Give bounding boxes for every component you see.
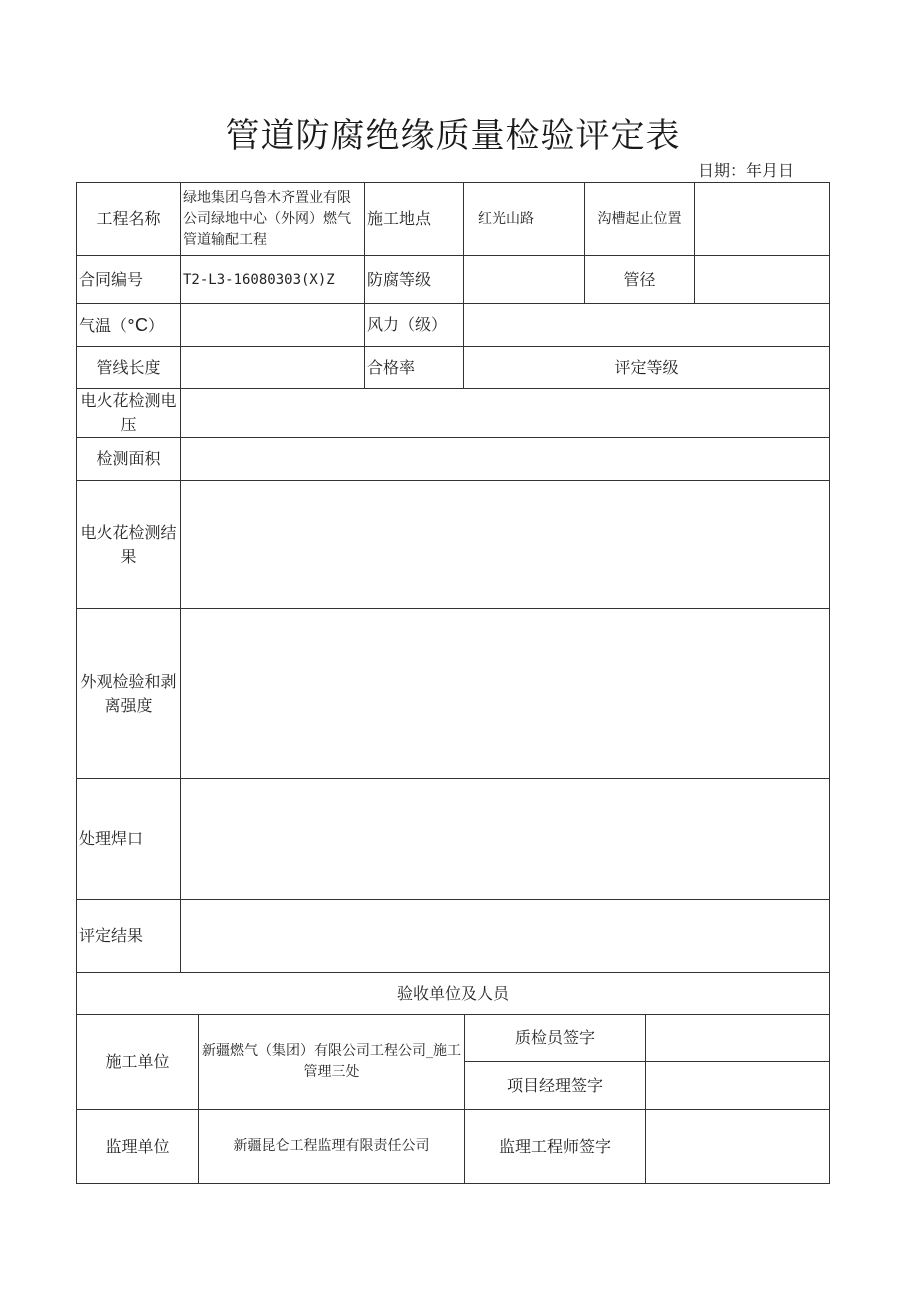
visual-value[interactable] — [181, 609, 830, 779]
rating-label: 评定等级 — [614, 357, 679, 377]
trench-value[interactable] — [695, 183, 830, 256]
spark-result-label: 电火花检测结果 — [77, 481, 181, 609]
table-row — [77, 304, 830, 347]
site-value[interactable]: 红光山路 — [464, 183, 585, 256]
grade-value[interactable] — [464, 256, 585, 304]
temp-label — [77, 304, 181, 347]
inspector-sign-label: 质检员签字 — [465, 1015, 646, 1062]
project-name-value[interactable]: 绿地集团乌鲁木齐置业有限公司绿地中心（外网）燃气管道输配工程 — [181, 183, 365, 256]
engineer-sign-value[interactable] — [646, 1110, 830, 1184]
page-title: 管道防腐绝缘质量检验评定表 — [225, 116, 681, 156]
table-row — [77, 481, 830, 609]
spark-voltage-value[interactable] — [181, 389, 830, 438]
diameter-value[interactable] — [695, 256, 830, 304]
trench-label: 沟槽起止位置 — [585, 183, 695, 256]
area-value[interactable] — [181, 438, 830, 481]
supervision-unit-label: 监理单位 — [77, 1110, 199, 1184]
table-row — [77, 389, 830, 438]
result-value[interactable] — [181, 900, 830, 973]
table-row — [77, 438, 830, 481]
table-row — [77, 779, 830, 900]
pass-rate-value[interactable] — [464, 347, 830, 389]
weld-label: 处理焊口 — [77, 779, 181, 900]
temp-label-suffix: ） — [148, 315, 165, 335]
wind-value[interactable] — [464, 304, 830, 347]
acceptance-table — [76, 1014, 830, 1184]
construction-unit-label: 施工单位 — [77, 1015, 199, 1110]
contract-value[interactable]: T2-L3-16080303(X)Z — [181, 256, 365, 304]
contract-label: 合同编号 — [77, 256, 181, 304]
area-label: 检测面积 — [77, 438, 181, 481]
table-row — [77, 256, 830, 304]
temp-value[interactable] — [181, 304, 365, 347]
visual-label: 外观检验和剥离强度 — [77, 609, 181, 779]
inspection-table — [76, 182, 830, 1015]
date-label: 日期：年月日 — [698, 161, 795, 180]
length-value[interactable] — [181, 347, 365, 389]
pm-sign-value[interactable] — [646, 1062, 830, 1110]
table-row — [77, 900, 830, 973]
diameter-label: 管径 — [585, 256, 695, 304]
pm-sign-label: 项目经理签字 — [465, 1062, 646, 1110]
spark-voltage-label: 电火花检测电压 — [77, 389, 181, 438]
temp-label-prefix: 气温（° — [79, 315, 136, 335]
inspector-sign-value[interactable] — [646, 1015, 830, 1062]
table-row — [77, 347, 830, 389]
acceptance-header: 验收单位及人员 — [77, 973, 830, 1015]
site-label: 施工地点 — [365, 183, 464, 256]
construction-unit-value[interactable]: 新疆燃气（集团）有限公司工程公司_施工管理三处 — [199, 1015, 465, 1110]
grade-label: 防腐等级 — [365, 256, 464, 304]
table-row — [77, 609, 830, 779]
pass-rate-label: 合格率 — [365, 347, 464, 389]
table-row — [77, 973, 830, 1015]
wind-label: 风力（级） — [365, 304, 464, 347]
result-label: 评定结果 — [77, 900, 181, 973]
engineer-sign-label: 监理工程师签字 — [465, 1110, 646, 1184]
supervision-unit-value[interactable]: 新疆昆仑工程监理有限责任公司 — [199, 1110, 465, 1184]
spark-result-value[interactable] — [181, 481, 830, 609]
table-row — [77, 1015, 830, 1062]
weld-value[interactable] — [181, 779, 830, 900]
temp-label-unit: C — [135, 314, 149, 335]
project-name-label: 工程名称 — [77, 183, 181, 256]
length-label: 管线长度 — [77, 347, 181, 389]
table-row — [77, 183, 830, 256]
table-row — [77, 1110, 830, 1184]
